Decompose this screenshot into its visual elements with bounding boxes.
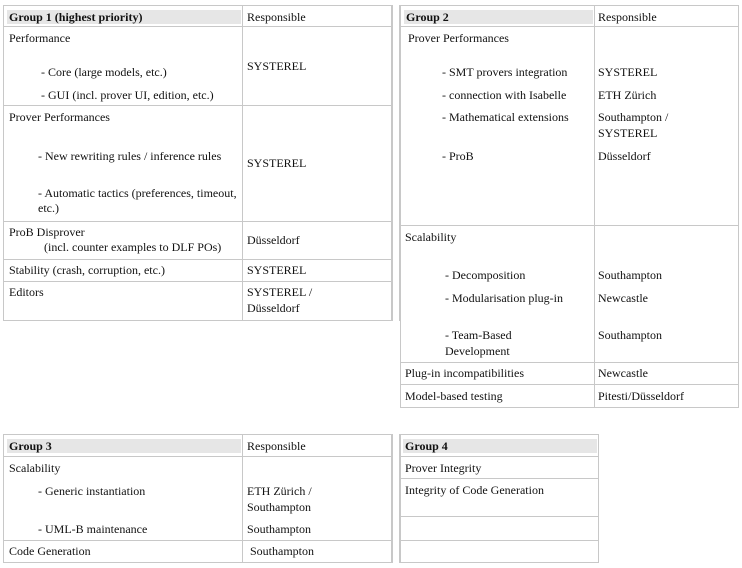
group1-row-editors <box>3 282 392 321</box>
core-item: - Core (large models, etc.) <box>41 65 167 79</box>
editors-responsible-line1: SYSTEREL / <box>247 285 313 299</box>
group2-task-cell <box>400 226 595 363</box>
group2-title: Group 2 <box>406 10 449 24</box>
group4-header-row <box>400 434 599 457</box>
group1-header-row <box>3 5 392 27</box>
group1-task-cell <box>3 282 243 321</box>
code-generation-label: Code Generation <box>9 544 91 558</box>
group2-task-cell <box>400 363 595 385</box>
group2-resp-cell <box>595 27 739 226</box>
math-responsible-line2: SYSTEREL <box>598 126 658 140</box>
group1-row-prover-performances <box>3 106 392 222</box>
group4-row-empty <box>400 517 599 541</box>
decomposition-item: - Decomposition <box>445 268 526 282</box>
column-separator <box>392 5 400 321</box>
prover-integrity-label: Prover Integrity <box>405 461 482 475</box>
group2-resp-header: Responsible <box>598 10 657 24</box>
group1-table <box>3 5 392 321</box>
generic-responsible-line2: Southampton <box>247 500 312 514</box>
prob-disprover-subtitle: (incl. counter examples to DLF POs) <box>44 240 222 254</box>
group3-resp-cell <box>243 457 392 541</box>
prob-responsible: Düsseldorf <box>598 149 651 163</box>
group3-resp-header-cell <box>243 434 392 457</box>
group2-resp-cell <box>595 363 739 385</box>
group4-title: Group 4 <box>405 439 448 453</box>
autotactics-item: - Automatic tactics (preferences, timeout, etc.) <box>38 186 237 215</box>
smt-responsible: SYSTEREL <box>598 65 658 79</box>
decomposition-responsible: Southampton <box>598 268 663 282</box>
group3-header-cell <box>3 434 243 457</box>
math-responsible-line1: Southampton / <box>598 110 669 124</box>
plugin-incompat-responsible: Newcastle <box>598 366 648 380</box>
umlb-responsible: Southampton <box>247 522 312 536</box>
group3-table <box>3 434 392 563</box>
editors-label: Editors <box>9 285 44 299</box>
group2-scalability-label: Scalability <box>405 230 457 244</box>
code-integrity-label: Integrity of Code Generation <box>405 483 544 497</box>
group2-header-row <box>400 5 739 27</box>
group1-resp-cell <box>243 282 392 321</box>
group3-resp-header: Responsible <box>247 439 306 453</box>
model-based-testing-responsible: Pitesti/Düsseldorf <box>598 389 684 403</box>
prover-performances-responsible: SYSTEREL <box>247 156 307 170</box>
group2-row-mbt <box>400 385 739 408</box>
group4-table <box>400 434 599 563</box>
group3-row-codegen <box>3 541 392 563</box>
stability-label: Stability (crash, corruption, etc.) <box>9 263 165 277</box>
group1-resp-cell <box>243 106 392 222</box>
group4-empty-cell <box>400 517 599 541</box>
group1-resp-cell <box>243 260 392 282</box>
prob-item: - ProB <box>442 149 474 163</box>
performance-label: Performance <box>9 31 71 45</box>
group3-scalability-label: Scalability <box>9 461 61 475</box>
team-based-item-line2: Development <box>445 344 510 358</box>
group4-row-code-integrity <box>400 479 599 517</box>
group2-header-cell <box>400 5 595 27</box>
group1-task-cell <box>3 27 243 106</box>
group2-row-scalability <box>400 226 739 363</box>
group4-empty-cell <box>400 541 599 563</box>
group4-header-cell <box>400 434 599 457</box>
prob-disprover-responsible: Düsseldorf <box>247 233 300 247</box>
generic-instantiation-item: - Generic instantiation <box>38 484 146 498</box>
stability-responsible: SYSTEREL <box>247 263 307 277</box>
performance-responsible: SYSTEREL <box>247 59 307 73</box>
group4-task-cell <box>400 457 599 479</box>
prob-disprover-label: ProB Disprover <box>9 225 85 239</box>
group3-resp-cell <box>243 541 392 563</box>
generic-responsible-line1: ETH Zürich / <box>247 484 312 498</box>
group3-row-scalability <box>3 457 392 541</box>
prover-performances-label: Prover Performances <box>9 110 110 124</box>
group1-task-cell <box>3 260 243 282</box>
group1-row-prob <box>3 222 392 260</box>
group2-prover-performances-label: Prover Performances <box>408 31 509 45</box>
group2-resp-cell <box>595 385 739 408</box>
group1-header-cell <box>3 5 243 27</box>
group1-task-cell <box>3 222 243 260</box>
plugin-incompat-label: Plug-in incompatibilities <box>405 366 524 380</box>
smt-item: - SMT provers integration <box>442 65 568 79</box>
group2-task-cell <box>400 385 595 408</box>
group2-table <box>400 5 739 404</box>
modularisation-responsible: Newcastle <box>598 291 648 305</box>
group1-row-stability <box>3 260 392 282</box>
group3-header-row <box>3 434 392 457</box>
group3-task-cell <box>3 541 243 563</box>
group2-row-prover-performances <box>400 27 739 226</box>
group4-row-empty <box>400 541 599 563</box>
group1-resp-cell <box>243 222 392 260</box>
group2-resp-header-cell <box>595 5 739 27</box>
group3-title: Group 3 <box>9 439 52 453</box>
group2-row-plugin <box>400 363 739 385</box>
group1-resp-header-cell <box>243 5 392 27</box>
math-extensions-item: - Mathematical extensions <box>442 110 569 124</box>
group4-task-cell <box>400 479 599 517</box>
gui-item: - GUI (incl. prover UI, edition, etc.) <box>41 88 214 102</box>
group1-task-cell <box>3 106 243 222</box>
group1-resp-header: Responsible <box>247 10 306 24</box>
group1-title: Group 1 (highest priority) <box>9 10 143 24</box>
team-based-item-line1: - Team-Based <box>445 328 512 342</box>
group1-row-performance <box>3 27 392 106</box>
column-separator <box>392 434 400 563</box>
group4-row-prover-integrity <box>400 457 599 479</box>
isabelle-responsible: ETH Zürich <box>598 88 657 102</box>
modularisation-item: - Modularisation plug-in <box>445 291 563 305</box>
group2-resp-cell <box>595 226 739 363</box>
isabelle-item: - connection with Isabelle <box>442 88 567 102</box>
team-based-responsible: Southampton <box>598 328 663 342</box>
editors-responsible-line2: Düsseldorf <box>247 301 300 315</box>
group2-task-cell <box>400 27 595 226</box>
umlb-item: - UML-B maintenance <box>38 522 148 536</box>
model-based-testing-label: Model-based testing <box>405 389 503 403</box>
rewriting-item: - New rewriting rules / inference rules <box>38 149 222 163</box>
group3-task-cell <box>3 457 243 541</box>
group1-resp-cell <box>243 27 392 106</box>
code-generation-responsible: Southampton <box>250 544 315 558</box>
